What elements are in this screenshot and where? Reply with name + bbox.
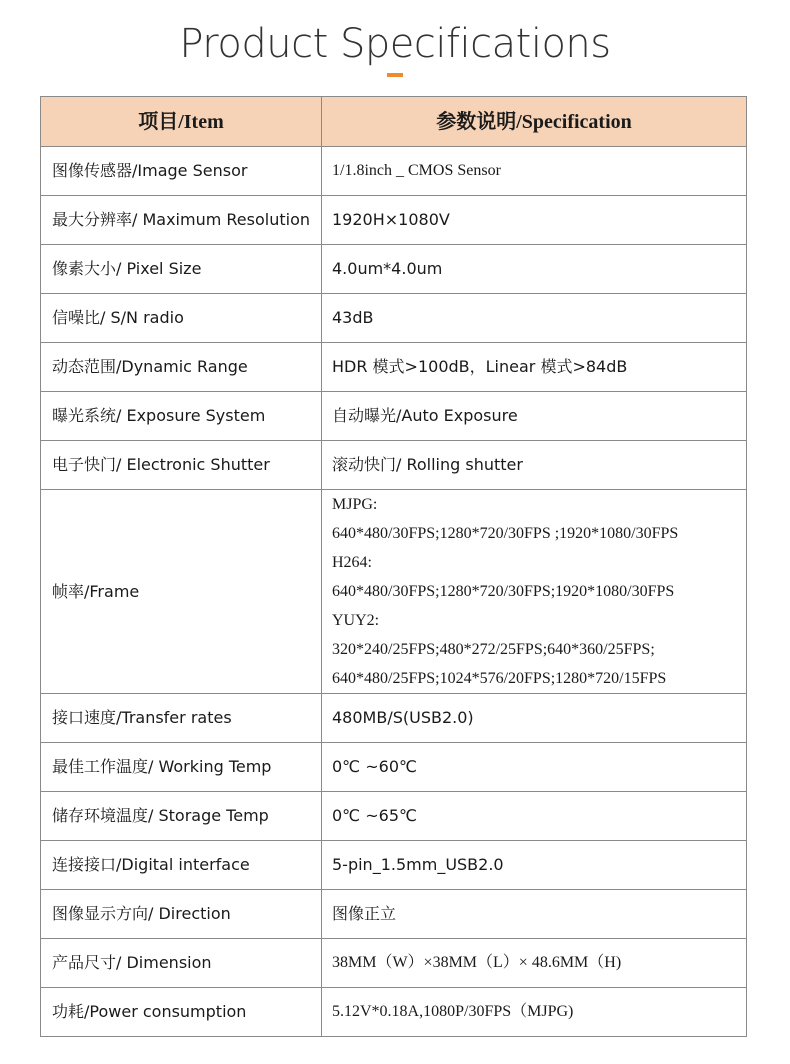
row-spec-value: 图像正立 [322,890,747,939]
header-item: 项目/Item [41,97,322,147]
table-row [41,743,747,792]
table-row [41,890,747,939]
page-title: Product Specifications [179,21,611,67]
table-row [41,694,747,743]
row-spec-value: 自动曝光/Auto Exposure [322,392,747,441]
table-header-row [41,97,747,147]
row-item-label: 信噪比/ S/N radio [41,294,322,343]
row-spec-value: 5.12V*0.18A,1080P/30FPS（MJPG) [322,988,747,1037]
table-row [41,147,747,196]
table-row [41,792,747,841]
row-item-label: 最大分辨率/ Maximum Resolution [41,196,322,245]
header-specification: 参数说明/Specification [322,97,747,147]
title-accent-bar [387,73,403,77]
row-item-label: 像素大小/ Pixel Size [41,245,322,294]
frame-rate-list: 640*480/30FPS;1280*720/30FPS ;1920*1080/30FPS [332,525,679,542]
row-spec-value: 5-pin_1.5mm_USB2.0 [322,841,747,890]
row-item-label: 连接接口/Digital interface [41,841,322,890]
table-row [41,988,747,1037]
table-row [41,245,747,294]
table-row [41,841,747,890]
frame-format-label: YUY2: [332,612,380,629]
row-spec-value: 4.0um*4.0um [322,245,747,294]
table-row [41,196,747,245]
row-item-label: 图像传感器/Image Sensor [41,147,322,196]
row-item-label: 帧率/Frame [41,490,322,694]
row-item-label: 电子快门/ Electronic Shutter [41,441,322,490]
row-spec-value: HDR 模式>100dB，Linear 模式>84dB [322,343,747,392]
row-spec-value: 480MB/S(USB2.0) [322,694,747,743]
table-row [41,939,747,988]
row-spec-value: 0℃ ~65℃ [322,792,747,841]
table-row [41,441,747,490]
row-spec-value: 1920H×1080V [322,196,747,245]
row-item-label: 储存环境温度/ Storage Temp [41,792,322,841]
row-item-label: 曝光系统/ Exposure System [41,392,322,441]
table-row [41,343,747,392]
frame-rate-spec [322,490,747,694]
row-item-label: 接口速度/Transfer rates [41,694,322,743]
frame-format-label: MJPG: [332,496,378,513]
row-item-label: 产品尺寸/ Dimension [41,939,322,988]
row-item-label: 功耗/Power consumption [41,988,322,1037]
row-spec-value: 43dB [322,294,747,343]
frame-format-label: H264: [332,554,372,571]
table-row [41,294,747,343]
row-spec-value: 0℃ ~60℃ [322,743,747,792]
table-row-frame-rate [41,490,747,694]
row-item-label: 图像显示方向/ Direction [41,890,322,939]
frame-rate-list: 640*480/25FPS;1024*576/20FPS;1280*720/15FPS [332,670,667,687]
row-item-label: 动态范围/Dynamic Range [41,343,322,392]
spec-table [40,96,747,1037]
row-spec-value: 38MM（W）×38MM（L）× 48.6MM（H) [322,939,747,988]
row-spec-value: 滚动快门/ Rolling shutter [322,441,747,490]
frame-rate-list: 320*240/25FPS;480*272/25FPS;640*360/25FPS; [332,641,655,658]
row-item-label: 最佳工作温度/ Working Temp [41,743,322,792]
row-spec-value: 1/1.8inch _ CMOS Sensor [322,147,747,196]
frame-rate-list: 640*480/30FPS;1280*720/30FPS;1920*1080/30FPS [332,583,675,600]
table-row [41,392,747,441]
